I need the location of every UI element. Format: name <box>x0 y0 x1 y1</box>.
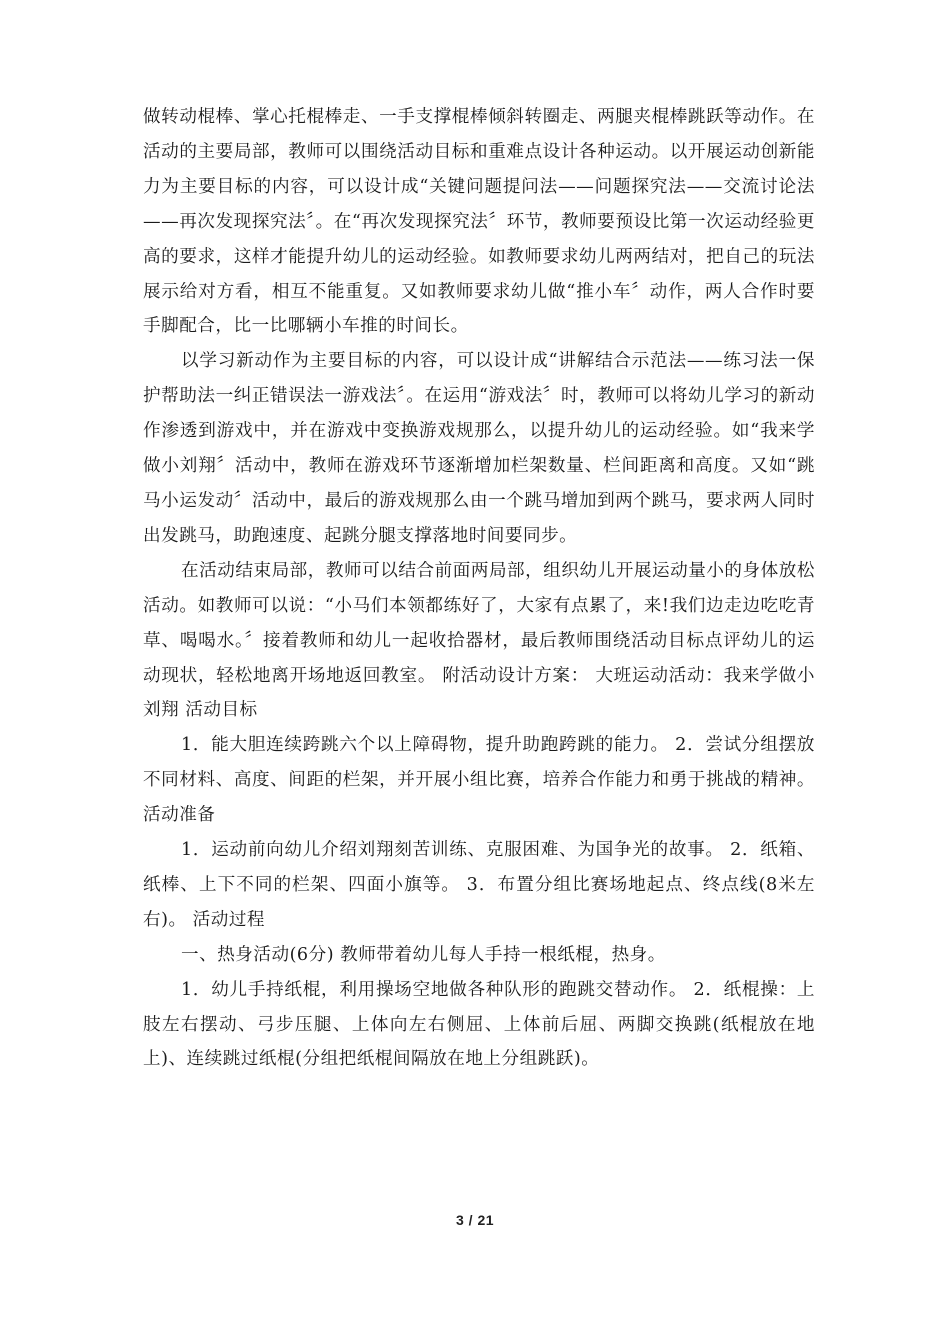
paragraph-5: 1．运动前向幼儿介绍刘翔刻苦训练、克服困难、为国争光的故事。 2．纸箱、纸棒、上下不同的栏架、四面小旗等。 3．布置分组比赛场地起点、终点线(8米左右)。 活动过程 <box>143 840 815 930</box>
page-number: 3 / 21 <box>455 1212 495 1228</box>
document-body <box>143 100 815 1077</box>
paragraph-1: 做转动棍棒、掌心托棍棒走、一手支撑棍棒倾斜转圈走、两腿夹棍棒跳跃等动作。在活动的主要局部，教师可以围绕活动目标和重难点设计各种运动。以开展运动创新能力为主要目标的内容，可以设计成“关键问题提问法——问题探究法——交流讨论法——再次发现探究法〞。在“再次发现探究法〞环节，教师要预设比第一次运动经验更高的要求，这样才能提升幼儿的运动经验。如教师要求幼儿两两结对，把自己的玩法展示给对方看，相互不能重复。又如教师要求幼儿做“推小车〞动作，两人合作时要手脚配合，比一比哪辆小车推的时间长。 <box>143 107 815 337</box>
paragraph-4: 1．能大胆连续跨跳六个以上障碍物，提升助跑跨跳的能力。 2．尝试分组摆放不同材料、高度、间距的栏架，并开展小组比赛，培养合作能力和勇于挑战的精神。 活动准备 <box>143 735 815 826</box>
paragraph-2: 以学习新动作为主要目标的内容，可以设计成“讲解结合示范法——练习法一保护帮助法一纠正错误法一游戏法〞。在运用“游戏法〞时，教师可以将幼儿学习的新动作渗透到游戏中，并在游戏中变换游戏规那么，以提升幼儿的运动经验。如“我来学做小刘翔〞活动中，教师在游戏环节逐渐增加栏架数量、栏间距离和高度。又如“跳马小运发动〞活动中，最后的游戏规那么由一个跳马增加到两个跳马，要求两人同时出发跳马，助跑速度、起跳分腿支撑落地时间要同步。 <box>143 351 815 546</box>
paragraph-3: 在活动结束局部，教师可以结合前面两局部，组织幼儿开展运动量小的身体放松活动。如教师可以说：“小马们本领都练好了，大家有点累了，来!我们边走边吃吃青草、喝喝水。〞接着教师和幼儿一起收拾器材，最后教师围绕活动目标点评幼儿的运动现状，轻松地离开场地返回教室。 附活动设计方案： 大班运动活动：我来学做小刘翔 活动目标 <box>143 560 815 721</box>
paragraph-6: 一、热身活动(6分) 教师带着幼儿每人手持一根纸棍，热身。 <box>181 944 666 965</box>
paragraph-7: 1．幼儿手持纸棍，利用操场空地做各种队形的跑跳交替动作。 2．纸棍操：上肢左右摆动、弓步压腿、上体向左右侧屈、上体前后屈、两脚交换跳(纸棍放在地上)、连续跳过纸棍(分组把纸棍间隔放在地上分组跳跃)。 <box>143 979 815 1070</box>
